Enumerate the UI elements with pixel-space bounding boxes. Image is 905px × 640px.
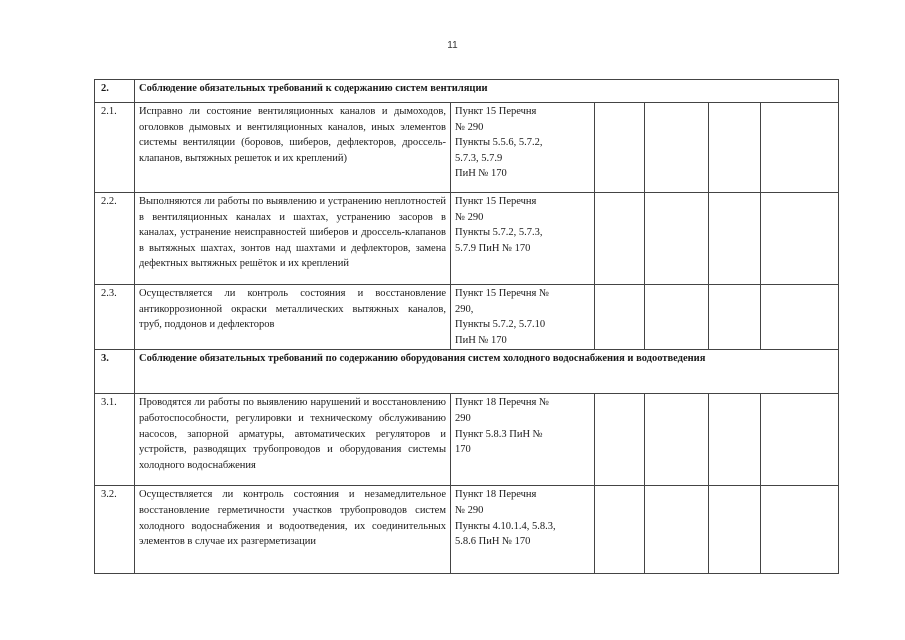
legal-reference: Пункт 15 Перечня № 290 Пункты 5.5.6, 5.7.2, 5.7.3, 5.7.9 ПиН № 170 (451, 103, 595, 193)
answer-cell (709, 103, 761, 193)
requirement-text: Осуществляется ли контроль состояния и незамедлительное восстановление герметичности участков трубопроводов систем холодного водоснабжения и водоотведения, их соединительных элементов в случае их разгерметизации (135, 486, 451, 574)
answer-cell (645, 193, 709, 285)
item-number: 2.3. (95, 285, 135, 350)
requirement-text: Проводятся ли работы по выявлению нарушений и восстановлению работоспособности, регулировки и техническому обслуживанию насосов, запорной арматуры, автоматических регуляторов и устройств, разводящих трубопроводов и оборудования системы холодного водоснабжения (135, 394, 451, 486)
answer-cell (645, 285, 709, 350)
section-title: Соблюдение обязательных требований к содержанию систем вентиляции (135, 80, 839, 103)
notes-cell (761, 486, 839, 574)
item-number: 3.1. (95, 394, 135, 486)
section-row (95, 80, 839, 103)
answer-cell (595, 486, 645, 574)
section-number: 2. (95, 80, 135, 103)
legal-reference: Пункт 18 Перечня № 290 Пункты 4.10.1.4, 5.8.3, 5.8.6 ПиН № 170 (451, 486, 595, 574)
answer-cell (595, 285, 645, 350)
page-number: 11 (447, 40, 458, 51)
legal-reference: Пункт 15 Перечня № 290, Пункты 5.7.2, 5.7.10 ПиН № 170 (451, 285, 595, 350)
notes-cell (761, 103, 839, 193)
table-row (95, 193, 839, 285)
answer-cell (645, 486, 709, 574)
notes-cell (761, 285, 839, 350)
requirement-text: Выполняются ли работы по выявлению и устранению неплотностей в вентиляционных каналах и шахтах, устранению засоров в каналах, устранение неисправностей шиберов и дроссель-клапанов в вытяжных шахтах, зонтов над шахтами и дефлекторов, замена дефектных вытяжных решёток и их креплений (135, 193, 451, 285)
answer-cell (595, 103, 645, 193)
section-row (95, 350, 839, 394)
section-number: 3. (95, 350, 135, 394)
section-title: Соблюдение обязательных требований по содержанию оборудования систем холодного водоснабжения и водоотведения (135, 350, 839, 394)
answer-cell (645, 103, 709, 193)
notes-cell (761, 394, 839, 486)
answer-cell (709, 486, 761, 574)
legal-reference: Пункт 18 Перечня № 290 Пункт 5.8.3 ПиН № 170 (451, 394, 595, 486)
inspection-checklist-table (94, 79, 839, 574)
table-row (95, 285, 839, 350)
requirement-text: Исправно ли состояние вентиляционных каналов и дымоходов, оголовков дымовых и вентиляционных каналов, иных элементов системы вентиляции (боровов, шиберов, дефлекторов, дроссель-клапанов, вытяжных решеток и их креплений) (135, 103, 451, 193)
table-row (95, 103, 839, 193)
answer-cell (709, 394, 761, 486)
table-row (95, 486, 839, 574)
requirement-text: Осуществляется ли контроль состояния и восстановление антикоррозионной окраски металлических вытяжных каналов, труб, поддонов и дефлекторов (135, 285, 451, 350)
answer-cell (595, 193, 645, 285)
answer-cell (709, 193, 761, 285)
item-number: 3.2. (95, 486, 135, 574)
item-number: 2.1. (95, 103, 135, 193)
legal-reference: Пункт 15 Перечня № 290 Пункты 5.7.2, 5.7.3, 5.7.9 ПиН № 170 (451, 193, 595, 285)
answer-cell (709, 285, 761, 350)
table-row (95, 394, 839, 486)
notes-cell (761, 193, 839, 285)
answer-cell (645, 394, 709, 486)
item-number: 2.2. (95, 193, 135, 285)
answer-cell (595, 394, 645, 486)
